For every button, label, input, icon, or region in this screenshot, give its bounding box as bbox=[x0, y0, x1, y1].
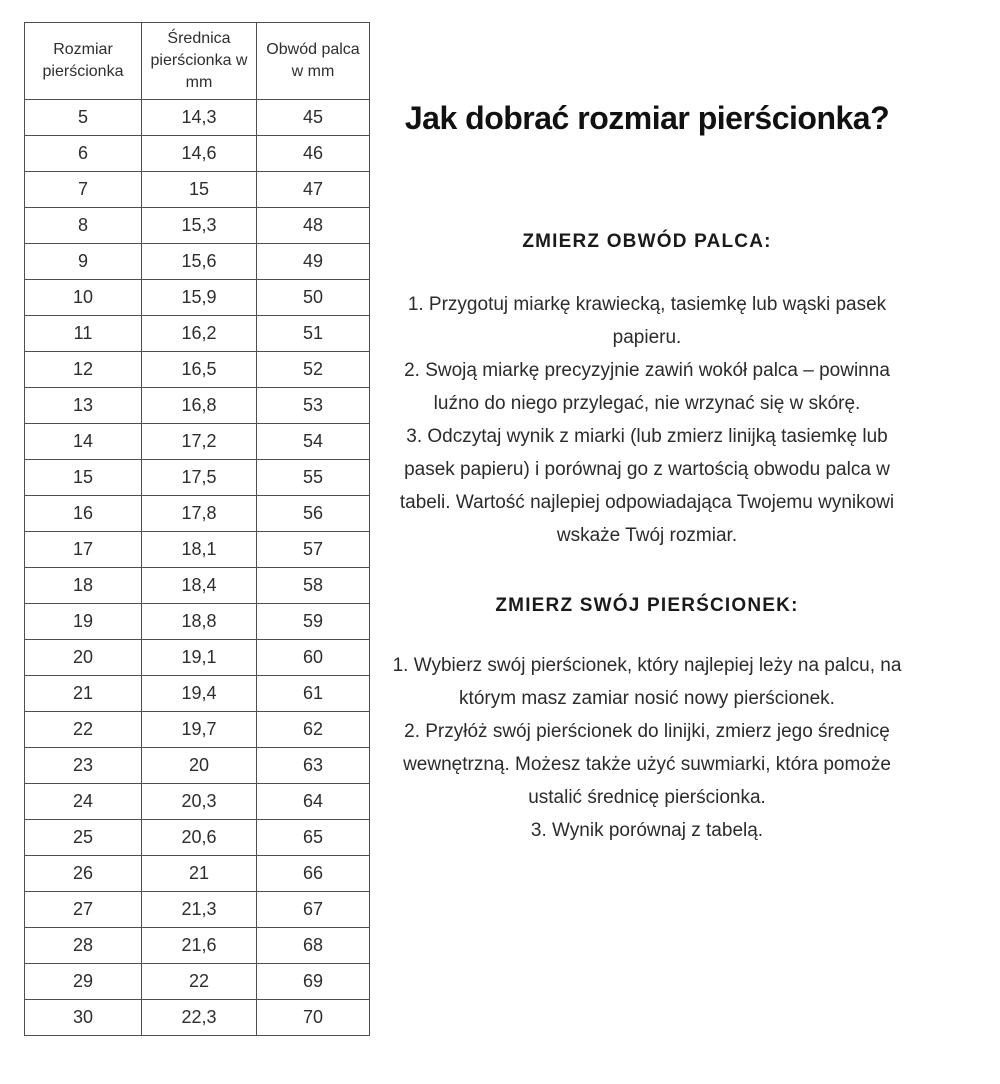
table-cell: 26 bbox=[25, 856, 142, 892]
table-row bbox=[25, 964, 370, 1000]
table-cell: 18,8 bbox=[142, 604, 257, 640]
table-cell: 22 bbox=[142, 964, 257, 1000]
table-cell: 58 bbox=[257, 568, 370, 604]
table-cell: 15 bbox=[25, 460, 142, 496]
table-cell: 19,7 bbox=[142, 712, 257, 748]
table-row bbox=[25, 1000, 370, 1036]
table-cell: 21,3 bbox=[142, 892, 257, 928]
instructions-panel bbox=[392, 0, 902, 847]
table-cell: 30 bbox=[25, 1000, 142, 1036]
table-cell: 27 bbox=[25, 892, 142, 928]
table-row bbox=[25, 316, 370, 352]
table-row bbox=[25, 892, 370, 928]
col-header-ring-diameter: Średnica pierścionka w mm bbox=[142, 23, 257, 100]
table-cell: 14,3 bbox=[142, 100, 257, 136]
table-cell: 60 bbox=[257, 640, 370, 676]
table-row bbox=[25, 676, 370, 712]
table-row bbox=[25, 460, 370, 496]
table-cell: 22 bbox=[25, 712, 142, 748]
table-cell: 16,2 bbox=[142, 316, 257, 352]
steps-measure-ring bbox=[392, 649, 902, 847]
table-cell: 16,5 bbox=[142, 352, 257, 388]
table-cell: 59 bbox=[257, 604, 370, 640]
finger-step-3: 3. Odczytaj wynik z miarki (lub zmierz linijką tasiemkę lub pasek papieru) i porównaj go z wartością obwodu palca w tabeli. Wartość najlepiej odpowiadająca Twojemu wynikowi wskaże Twój rozmiar. bbox=[399, 426, 895, 546]
table-row bbox=[25, 604, 370, 640]
table-row bbox=[25, 172, 370, 208]
table-cell: 10 bbox=[25, 280, 142, 316]
table-row bbox=[25, 748, 370, 784]
table-cell: 20 bbox=[25, 640, 142, 676]
table-cell: 19,4 bbox=[142, 676, 257, 712]
table-cell: 17,5 bbox=[142, 460, 257, 496]
table-cell: 49 bbox=[257, 244, 370, 280]
table-cell: 17,8 bbox=[142, 496, 257, 532]
table-cell: 20,3 bbox=[142, 784, 257, 820]
table-cell: 6 bbox=[25, 136, 142, 172]
table-cell: 22,3 bbox=[142, 1000, 257, 1036]
table-cell: 47 bbox=[257, 172, 370, 208]
table-row bbox=[25, 136, 370, 172]
table-row bbox=[25, 496, 370, 532]
table-row bbox=[25, 424, 370, 460]
ring-size-table bbox=[24, 22, 370, 1036]
table-cell: 24 bbox=[25, 784, 142, 820]
ring-step-1: 1. Wybierz swój pierścionek, który najlepiej leży na palcu, na którym masz zamiar nosić nowy pierścionek. bbox=[392, 655, 902, 709]
table-cell: 67 bbox=[257, 892, 370, 928]
table-cell: 20,6 bbox=[142, 820, 257, 856]
table-row bbox=[25, 208, 370, 244]
page-title: Jak dobrać rozmiar pierścionka? bbox=[404, 100, 890, 136]
table-row bbox=[25, 856, 370, 892]
table-row bbox=[25, 820, 370, 856]
table-cell: 55 bbox=[257, 460, 370, 496]
steps-measure-finger bbox=[392, 288, 902, 552]
col-header-ring-size: Rozmiar pierścionka bbox=[25, 23, 142, 100]
table-cell: 56 bbox=[257, 496, 370, 532]
table-header-row bbox=[25, 23, 370, 100]
col-header-finger-circumference: Obwód palca w mm bbox=[257, 23, 370, 100]
table-cell: 18 bbox=[25, 568, 142, 604]
table-cell: 16 bbox=[25, 496, 142, 532]
table-cell: 15,6 bbox=[142, 244, 257, 280]
table-cell: 29 bbox=[25, 964, 142, 1000]
table-row bbox=[25, 568, 370, 604]
table-cell: 19 bbox=[25, 604, 142, 640]
table-row bbox=[25, 100, 370, 136]
table-cell: 28 bbox=[25, 928, 142, 964]
table-cell: 20 bbox=[142, 748, 257, 784]
table-cell: 61 bbox=[257, 676, 370, 712]
table-cell: 5 bbox=[25, 100, 142, 136]
table-cell: 68 bbox=[257, 928, 370, 964]
table-cell: 15,9 bbox=[142, 280, 257, 316]
table-cell: 21 bbox=[142, 856, 257, 892]
table-cell: 14 bbox=[25, 424, 142, 460]
finger-step-1: 1. Przygotuj miarkę krawiecką, tasiemkę lub wąski pasek papieru. bbox=[407, 294, 887, 348]
table-row bbox=[25, 352, 370, 388]
table-cell: 15,3 bbox=[142, 208, 257, 244]
table-cell: 8 bbox=[25, 208, 142, 244]
table-cell: 57 bbox=[257, 532, 370, 568]
table-cell: 19,1 bbox=[142, 640, 257, 676]
table-cell: 15 bbox=[142, 172, 257, 208]
table-row bbox=[25, 388, 370, 424]
table-cell: 23 bbox=[25, 748, 142, 784]
table-row bbox=[25, 532, 370, 568]
table-cell: 64 bbox=[257, 784, 370, 820]
table-cell: 17,2 bbox=[142, 424, 257, 460]
table-cell: 48 bbox=[257, 208, 370, 244]
table-cell: 17 bbox=[25, 532, 142, 568]
table-cell: 18,4 bbox=[142, 568, 257, 604]
table-cell: 54 bbox=[257, 424, 370, 460]
table-cell: 69 bbox=[257, 964, 370, 1000]
section-heading-measure-ring: ZMIERZ SWÓJ PIERŚCIONEK: bbox=[495, 595, 799, 616]
table-cell: 66 bbox=[257, 856, 370, 892]
table-cell: 21 bbox=[25, 676, 142, 712]
ring-step-2: 2. Przyłóż swój pierścionek do linijki, zmierz jego średnicę wewnętrzną. Możesz także użyć suwmiarki, która pomoże ustalić średnicę pierścionka. bbox=[403, 721, 891, 808]
table-cell: 16,8 bbox=[142, 388, 257, 424]
table-cell: 11 bbox=[25, 316, 142, 352]
table-cell: 53 bbox=[257, 388, 370, 424]
table-cell: 45 bbox=[257, 100, 370, 136]
finger-step-2: 2. Swoją miarkę precyzyjnie zawiń wokół palca – powinna luźno do niego przylegać, nie wrzynać się w skórę. bbox=[404, 360, 890, 414]
table-row bbox=[25, 244, 370, 280]
table-cell: 63 bbox=[257, 748, 370, 784]
table-cell: 62 bbox=[257, 712, 370, 748]
section-heading-measure-finger: ZMIERZ OBWÓD PALCA: bbox=[522, 231, 772, 252]
table-cell: 65 bbox=[257, 820, 370, 856]
table-cell: 21,6 bbox=[142, 928, 257, 964]
table-cell: 52 bbox=[257, 352, 370, 388]
table-cell: 12 bbox=[25, 352, 142, 388]
table-cell: 50 bbox=[257, 280, 370, 316]
table-row bbox=[25, 280, 370, 316]
table-cell: 46 bbox=[257, 136, 370, 172]
table-cell: 70 bbox=[257, 1000, 370, 1036]
table-cell: 18,1 bbox=[142, 532, 257, 568]
ring-step-3: 3. Wynik porównaj z tabelą. bbox=[530, 820, 764, 841]
table-row bbox=[25, 712, 370, 748]
table-row bbox=[25, 928, 370, 964]
table-cell: 7 bbox=[25, 172, 142, 208]
table-cell: 13 bbox=[25, 388, 142, 424]
table-cell: 9 bbox=[25, 244, 142, 280]
table-row bbox=[25, 640, 370, 676]
size-table-body bbox=[25, 100, 370, 1036]
table-cell: 14,6 bbox=[142, 136, 257, 172]
table-cell: 25 bbox=[25, 820, 142, 856]
table-cell: 51 bbox=[257, 316, 370, 352]
table-row bbox=[25, 784, 370, 820]
